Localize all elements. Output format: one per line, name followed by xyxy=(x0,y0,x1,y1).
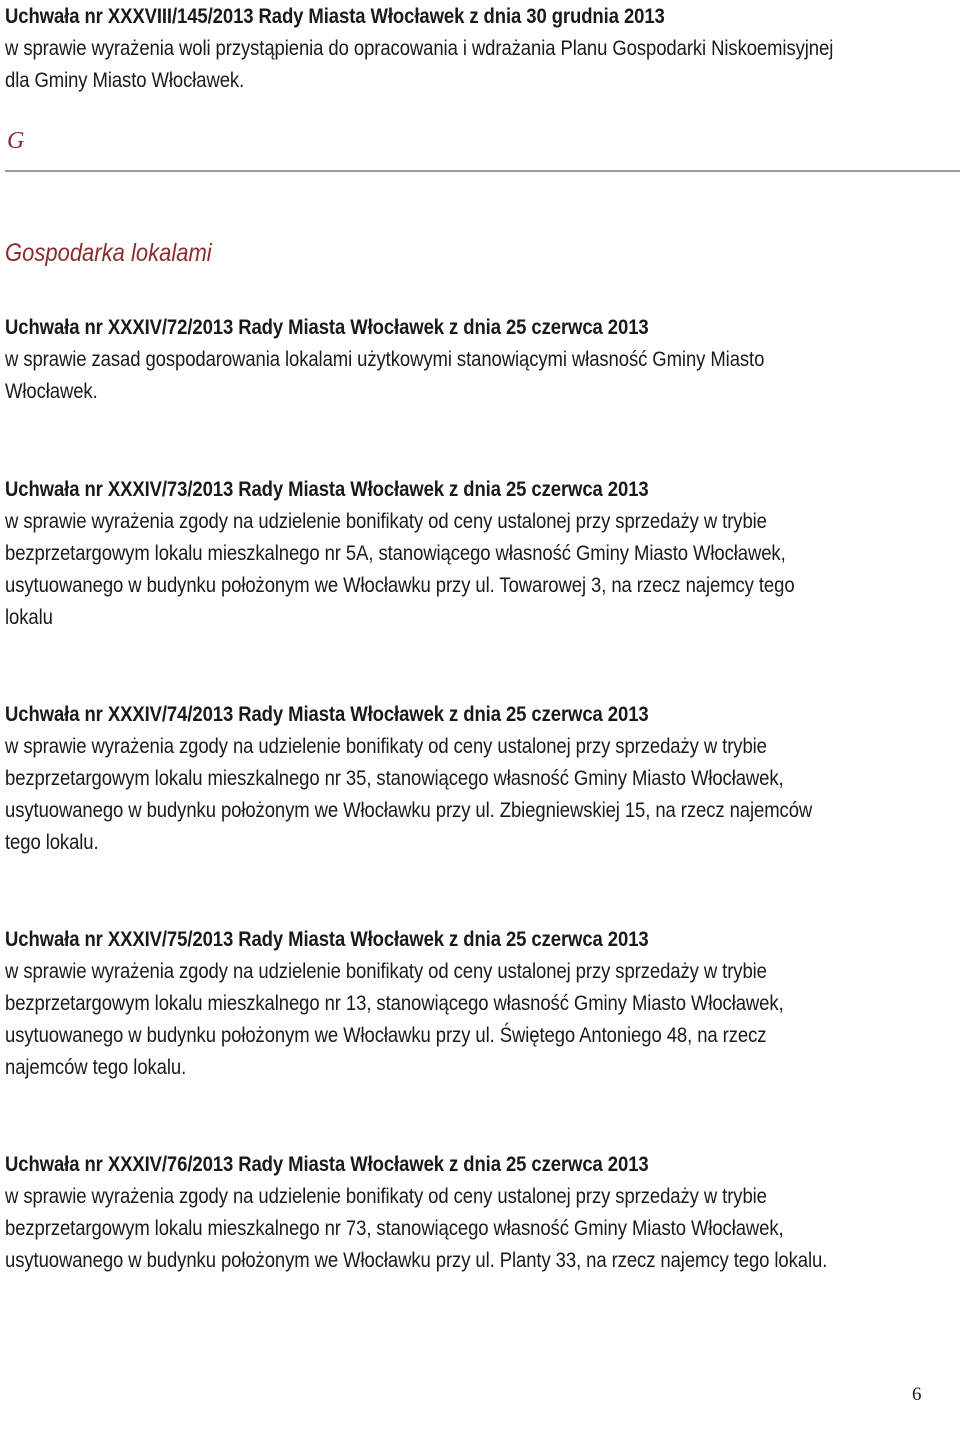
resolution-title: Uchwała nr XXXVIII/145/2013 Rady Miasta Włocławek z dnia 30 grudnia 2013 xyxy=(5,4,665,28)
resolution-title: Uchwała nr XXXIV/72/2013 Rady Miasta Włocławek z dnia 25 czerwca 2013 xyxy=(5,315,649,339)
resolution-entry xyxy=(5,1148,945,1276)
resolution-entry xyxy=(5,311,945,407)
resolution-title: Uchwała nr XXXIV/73/2013 Rady Miasta Włocławek z dnia 25 czerwca 2013 xyxy=(5,477,649,501)
page-number: 6 xyxy=(912,1384,922,1405)
resolution-entry xyxy=(5,923,945,1083)
resolution-title: Uchwała nr XXXIV/74/2013 Rady Miasta Włocławek z dnia 25 czerwca 2013 xyxy=(5,702,649,726)
section-divider xyxy=(5,170,960,172)
resolution-entry xyxy=(5,698,945,858)
resolution-title: Uchwała nr XXXIV/75/2013 Rady Miasta Włocławek z dnia 25 czerwca 2013 xyxy=(5,927,649,951)
resolution-description: w sprawie wyrażenia zgody na udzielenie bonifikaty od ceny ustalonej przy sprzedaży w trybie bezprzetargowym lokalu mieszkalnego nr 13, stanowiącego własność Gminy Miasto Włocławek, usytuowanego w budynku położonym we Włocławku przy ul. Świętego Antoniego 48, na rzecz najemców tego lokalu. xyxy=(5,959,784,1079)
resolution-description: w sprawie wyrażenia woli przystąpienia do opracowania i wdrażania Planu Gospodarki Niskoemisyjnej dla Gminy Miasto Włocławek. xyxy=(5,36,834,92)
resolution-description: w sprawie wyrażenia zgody na udzielenie bonifikaty od ceny ustalonej przy sprzedaży w trybie bezprzetargowym lokalu mieszkalnego nr 5A, stanowiącego własność Gminy Miasto Włocławek, usytuowanego w budynku położonym we Włocławku przy ul. Towarowej 3, na rzecz najemcy tego lokalu xyxy=(5,509,795,629)
resolution-description: w sprawie wyrażenia zgody na udzielenie bonifikaty od ceny ustalonej przy sprzedaży w trybie bezprzetargowym lokalu mieszkalnego nr 73, stanowiącego własność Gminy Miasto Włocławek, usytuowanego w budynku położonym we Włocławku przy ul. Planty 33, na rzecz najemcy tego lokalu. xyxy=(5,1184,828,1272)
resolution-description: w sprawie wyrażenia zgody na udzielenie bonifikaty od ceny ustalonej przy sprzedaży w trybie bezprzetargowym lokalu mieszkalnego nr 35, stanowiącego własność Gminy Miasto Włocławek, usytuowanego w budynku położonym we Włocławku przy ul. Zbiegniewskiej 15, na rzecz najemców tego lokalu. xyxy=(5,734,813,854)
index-letter: G xyxy=(7,128,25,154)
resolution-title: Uchwała nr XXXIV/76/2013 Rady Miasta Włocławek z dnia 25 czerwca 2013 xyxy=(5,1152,649,1176)
section-heading: Gospodarka lokalami xyxy=(5,239,212,267)
resolution-entry xyxy=(5,473,945,633)
resolution-entry-top xyxy=(5,0,945,96)
resolution-description: w sprawie zasad gospodarowania lokalami użytkowymi stanowiącymi własność Gminy Miasto Włocławek. xyxy=(5,347,765,403)
